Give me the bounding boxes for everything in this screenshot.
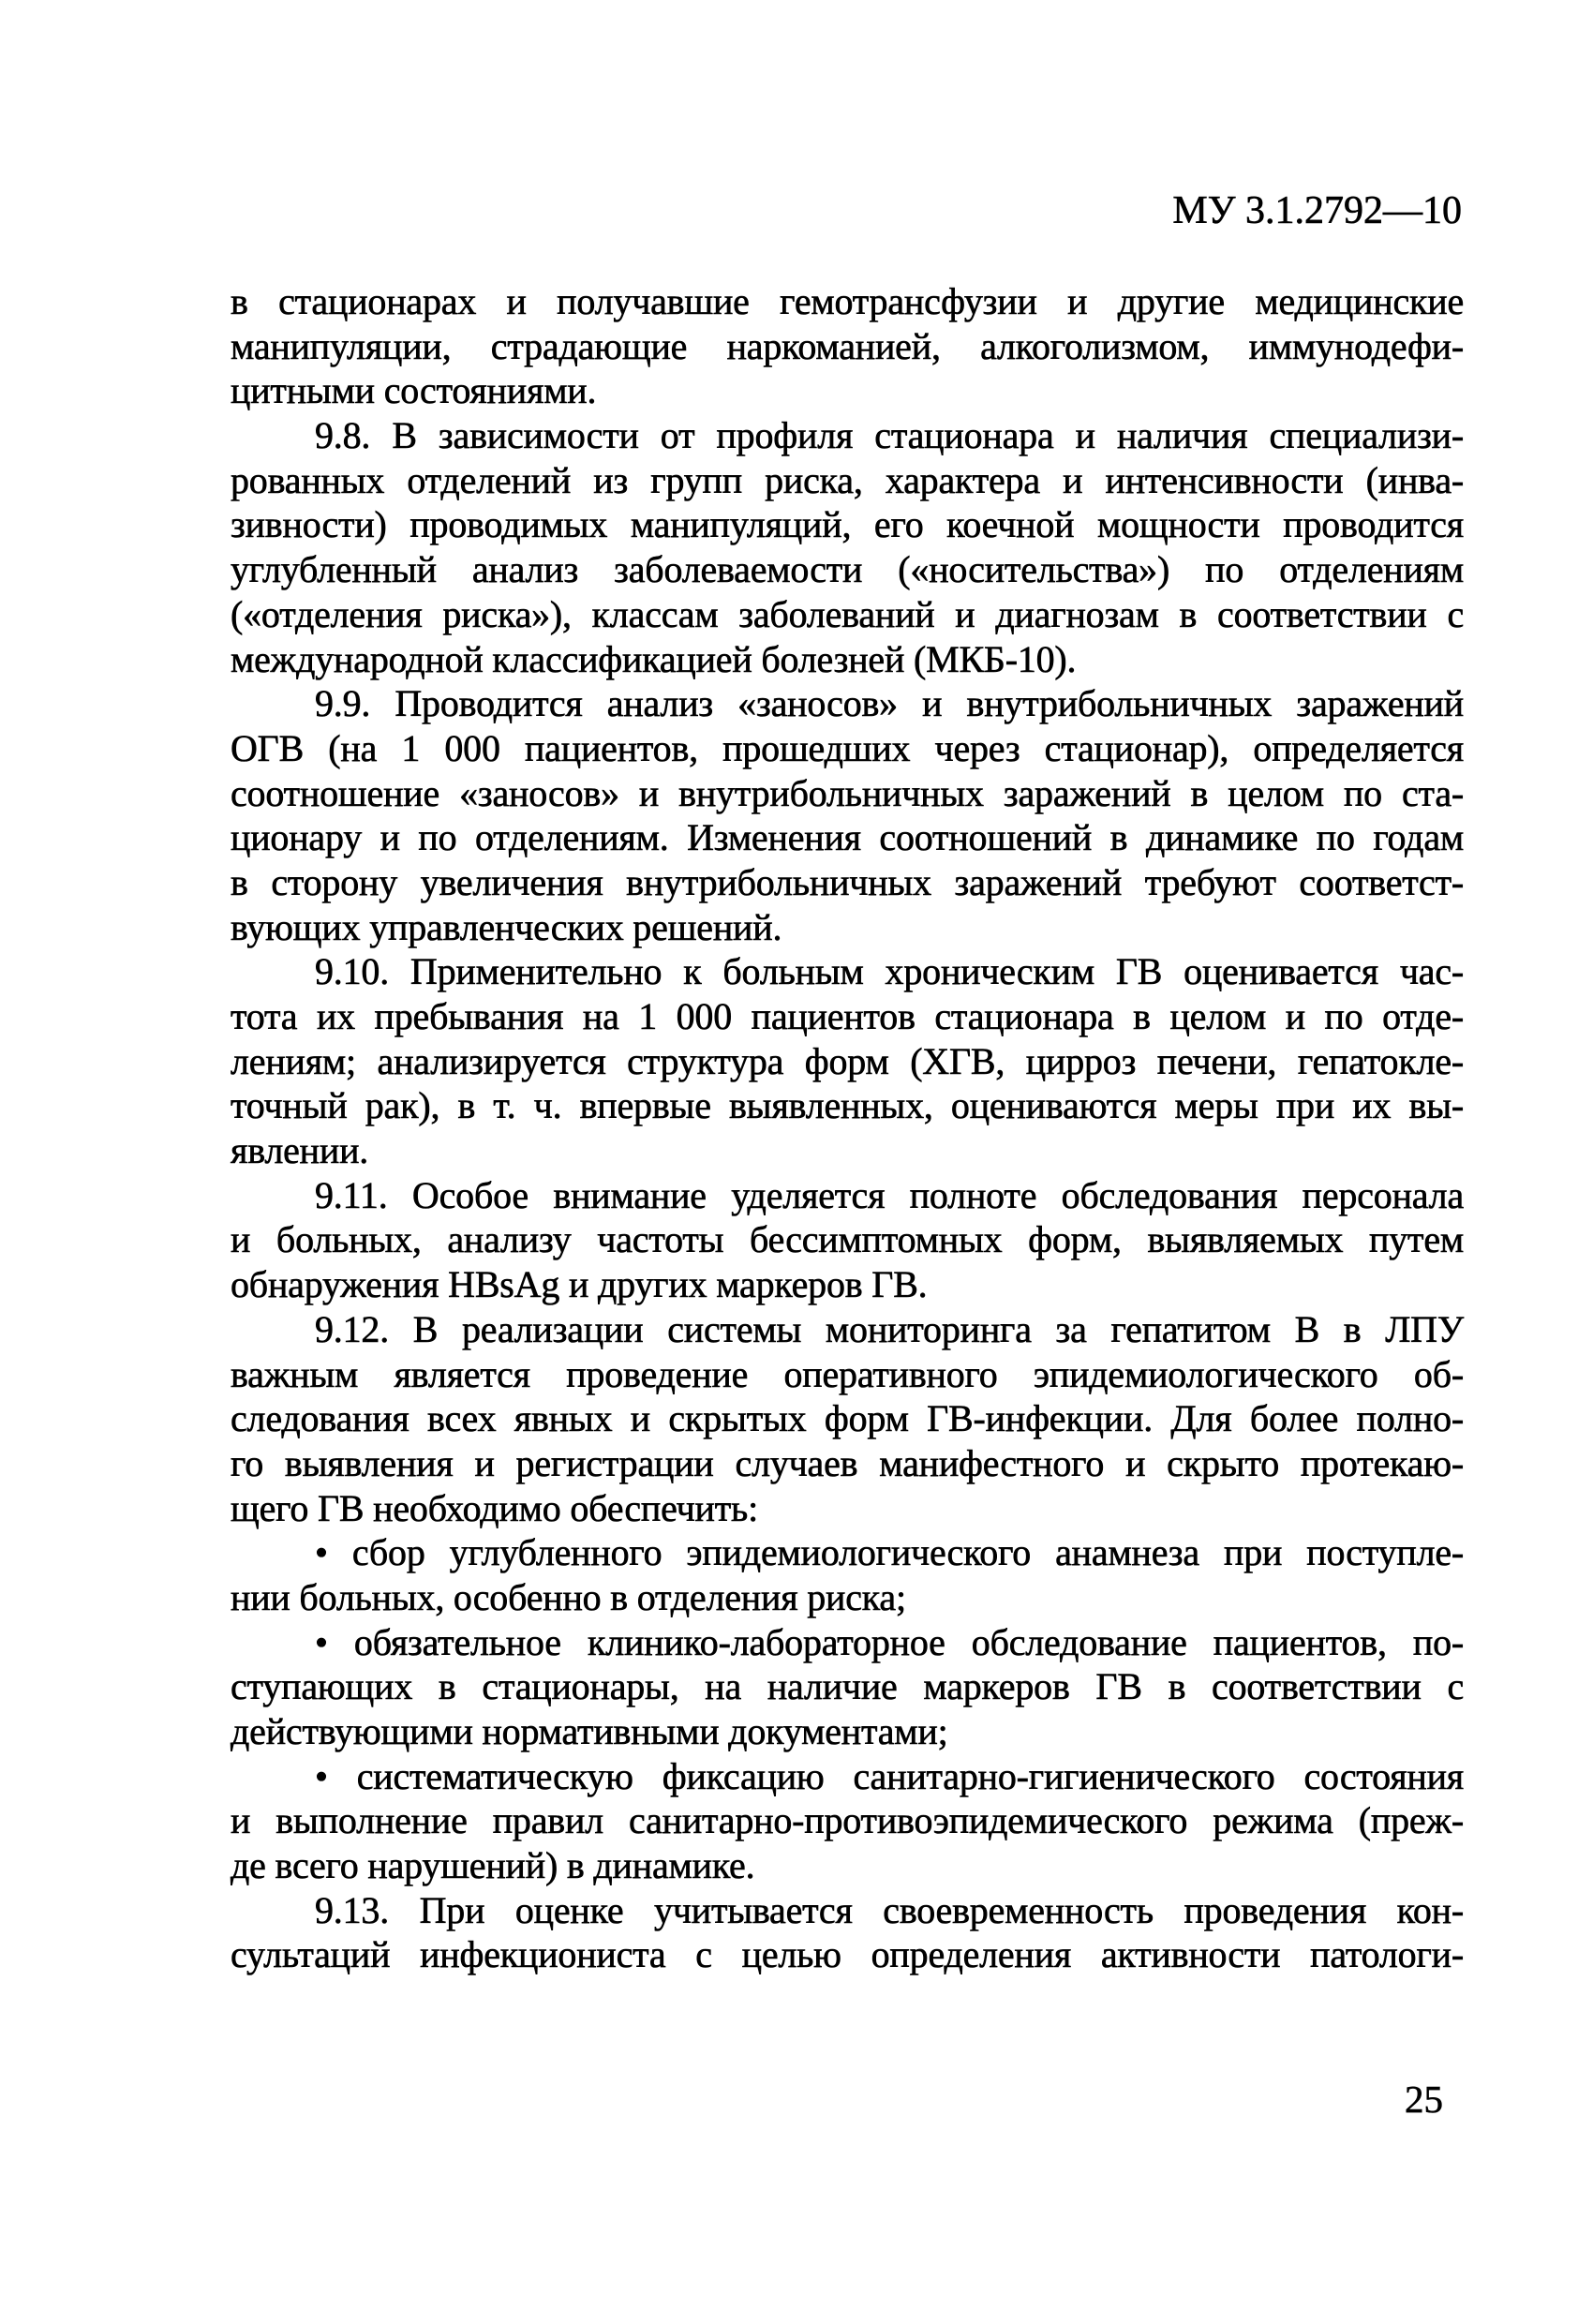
text-line: в сторону увеличения внутрибольничных заражений требуют соответст-	[231, 860, 1464, 903]
text-line: сультаций инфекциониста с целью определения активности патологи-	[231, 1933, 1464, 1976]
text-line: рованных отделений из групп риска, характера и интенсивности (инва-	[231, 458, 1464, 501]
text-line: ОГВ (на 1 000 пациентов, прошедших через стационар), определяется	[231, 726, 1464, 769]
text-line: важным является проведение оперативного эпидемиологического об-	[231, 1352, 1464, 1395]
text-line: действующими нормативными документами;	[231, 1710, 948, 1752]
text-line: зивности) проводимых манипуляций, его коечной мощности проводится	[231, 503, 1464, 546]
text-line: международной классификацией болезней (МКБ-10).	[231, 637, 1077, 680]
text-line: де всего нарушений) в динамике.	[231, 1844, 755, 1887]
text-line: вующих управленческих решений.	[231, 905, 782, 948]
text-line: • систематическую фиксацию санитарно-гигиенического состояния	[315, 1754, 1464, 1797]
text-line: («отделения риска»), классам заболеваний и диагнозам в соответствии с	[231, 592, 1464, 635]
text-line: го выявления и регистрации случаев манифестного и скрыто протекаю-	[231, 1441, 1464, 1484]
text-line: ступающих в стационары, на наличие маркеров ГВ в соответствии с	[231, 1665, 1464, 1708]
text-line: нии больных, особенно в отделения риска;	[231, 1575, 906, 1618]
text-line: 9.8. В зависимости от профиля стационара и наличия специализи-	[315, 414, 1464, 457]
text-line: манипуляции, страдающие наркоманией, алкоголизмом, иммунодефи-	[231, 324, 1464, 367]
text-line: в стационарах и получавшие гемотрансфузии и другие медицинские	[231, 280, 1464, 322]
body-text-block	[231, 279, 1464, 1977]
text-line: обнаружения HBsAg и других маркеров ГВ.	[231, 1263, 928, 1306]
document-code-header: МУ 3.1.2792—10	[1172, 189, 1462, 232]
text-line: • обязательное клинико-лабораторное обследование пациентов, по-	[315, 1620, 1464, 1663]
text-line: точный рак), в т. ч. впервые выявленных, оцениваются меры при их вы-	[231, 1084, 1464, 1127]
text-line: цитными состояниями.	[231, 369, 597, 412]
page-number: 25	[1405, 2078, 1443, 2121]
text-line: • сбор углубленного эпидемиологического анамнеза при поступле-	[315, 1531, 1464, 1574]
text-line: 9.11. Особое внимание уделяется полноте обследования персонала	[315, 1173, 1464, 1216]
text-line: щего ГВ необходимо обеспечить:	[231, 1486, 759, 1529]
text-line: и выполнение правил санитарно-противоэпидемического режима (преж-	[231, 1799, 1464, 1842]
text-line: 9.10. Применительно к больным хроническим ГВ оценивается час-	[315, 950, 1464, 993]
text-line: явлении.	[231, 1129, 369, 1172]
text-line: 9.12. В реализации системы мониторинга за гепатитом В в ЛПУ	[315, 1307, 1464, 1350]
text-line: и больных, анализу частоты бессимптомных форм, выявляемых путем	[231, 1218, 1464, 1261]
text-line: ционару и по отделениям. Изменения соотношений в динамике по годам	[231, 816, 1464, 859]
text-line: 9.9. Проводится анализ «заносов» и внутрибольничных заражений	[315, 682, 1464, 725]
text-line: тота их пребывания на 1 000 пациентов стационара в целом и по отде-	[231, 995, 1464, 1037]
text-line: соотношение «заносов» и внутрибольничных заражений в целом по ста-	[231, 771, 1464, 814]
text-line: углубленный анализ заболеваемости («носительства») по отделениям	[231, 548, 1464, 591]
text-line: следования всех явных и скрытых форм ГВ-инфекции. Для более полно-	[231, 1397, 1464, 1440]
text-line: 9.13. При оценке учитывается своевременность проведения кон-	[315, 1888, 1464, 1931]
text-line: лениям; анализируется структура форм (ХГВ, цирроз печени, гепатокле-	[231, 1039, 1464, 1082]
